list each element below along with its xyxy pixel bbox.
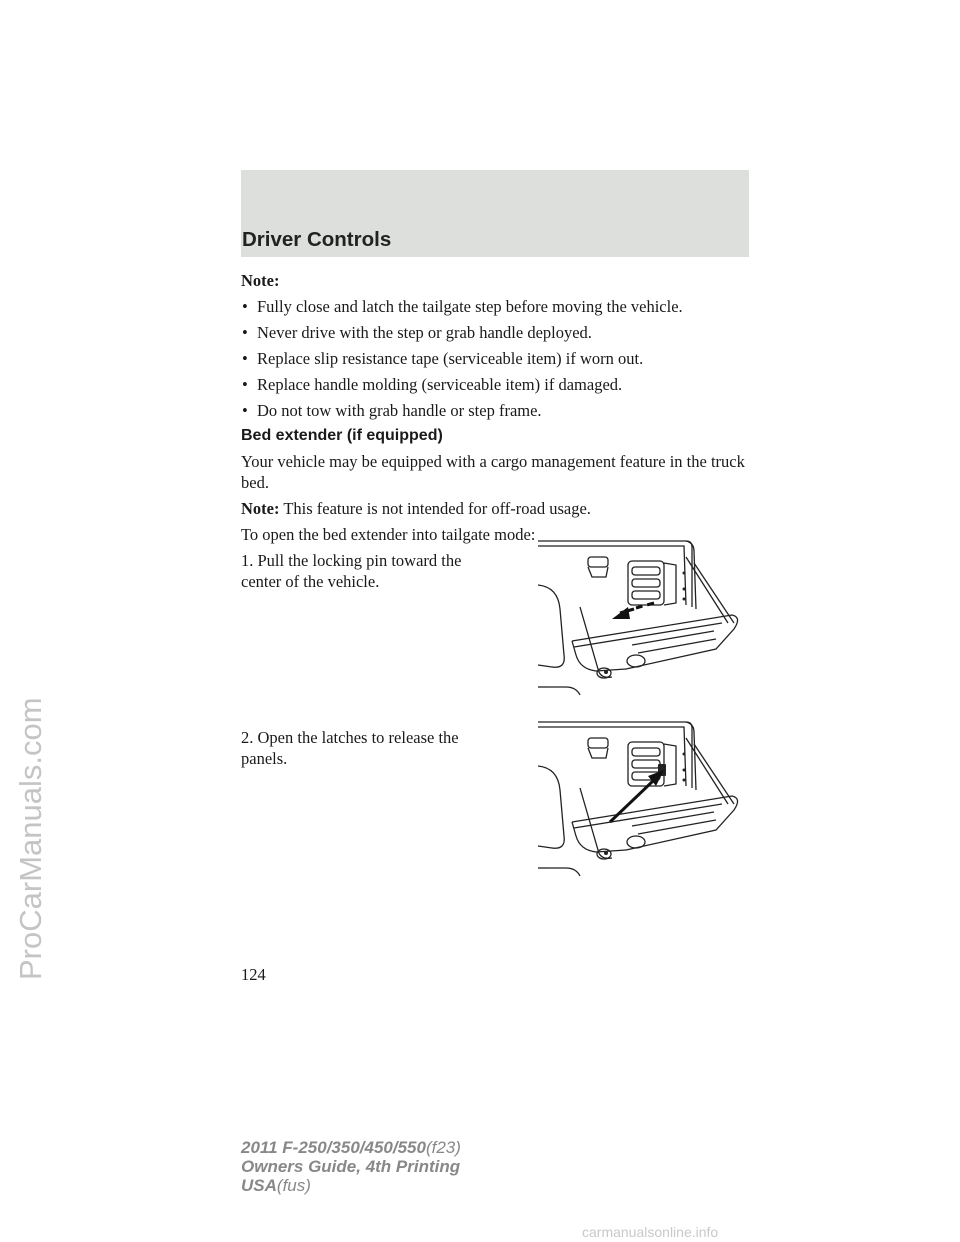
list-item: • Replace handle molding (serviceable item) if damaged. (242, 375, 623, 394)
step-2-text: 2. Open the latches to release the panels. (241, 728, 459, 768)
note-label: Note: (241, 271, 280, 290)
section-title: Driver Controls (242, 228, 392, 251)
tailgate-locking-pin-illustration (536, 537, 741, 699)
list-item: • Do not tow with grab handle or step frame. (242, 401, 542, 420)
list-item: • Fully close and latch the tailgate step before moving the vehicle. (242, 297, 683, 316)
usage-note-label: Note: (241, 499, 280, 518)
bullet-icon: • (242, 297, 248, 316)
subsection-heading: Bed extender (if equipped) (241, 427, 443, 444)
bullet-icon: • (242, 323, 248, 342)
bullet-icon: • (242, 375, 248, 394)
tailgate-latch-illustration (536, 718, 741, 880)
footer-guide: Owners Guide, 4th Printing (241, 1157, 461, 1176)
intro-paragraph: Your vehicle may be equipped with a cargo management feature in the truck bed. (241, 452, 745, 492)
usage-note (241, 498, 746, 519)
footer-model: 2011 F-250/350/450/550 (241, 1138, 426, 1157)
page-number: 124 (241, 965, 266, 984)
bullet-icon: • (242, 401, 248, 420)
list-item: • Replace slip resistance tape (serviceable item) if worn out. (242, 349, 644, 368)
open-instructions-intro: To open the bed extender into tailgate mode: (241, 525, 536, 544)
document-footer (241, 1138, 461, 1195)
footer-region: USA (241, 1176, 277, 1195)
footer-region-code: (fus) (276, 1176, 311, 1195)
bottom-watermark: carmanualsonline.info (582, 1224, 719, 1240)
usage-note-text: This feature is not intended for off-road usage. (283, 499, 591, 518)
step-1-text: 1. Pull the locking pin toward the center of the vehicle. (241, 551, 462, 591)
side-watermark: ProCarManuals.com (13, 697, 48, 980)
bullet-icon: • (242, 349, 248, 368)
list-item: • Never drive with the step or grab handle deployed. (242, 323, 592, 342)
note-bullet-list (241, 296, 751, 426)
footer-model-code: (f23) (425, 1138, 461, 1157)
